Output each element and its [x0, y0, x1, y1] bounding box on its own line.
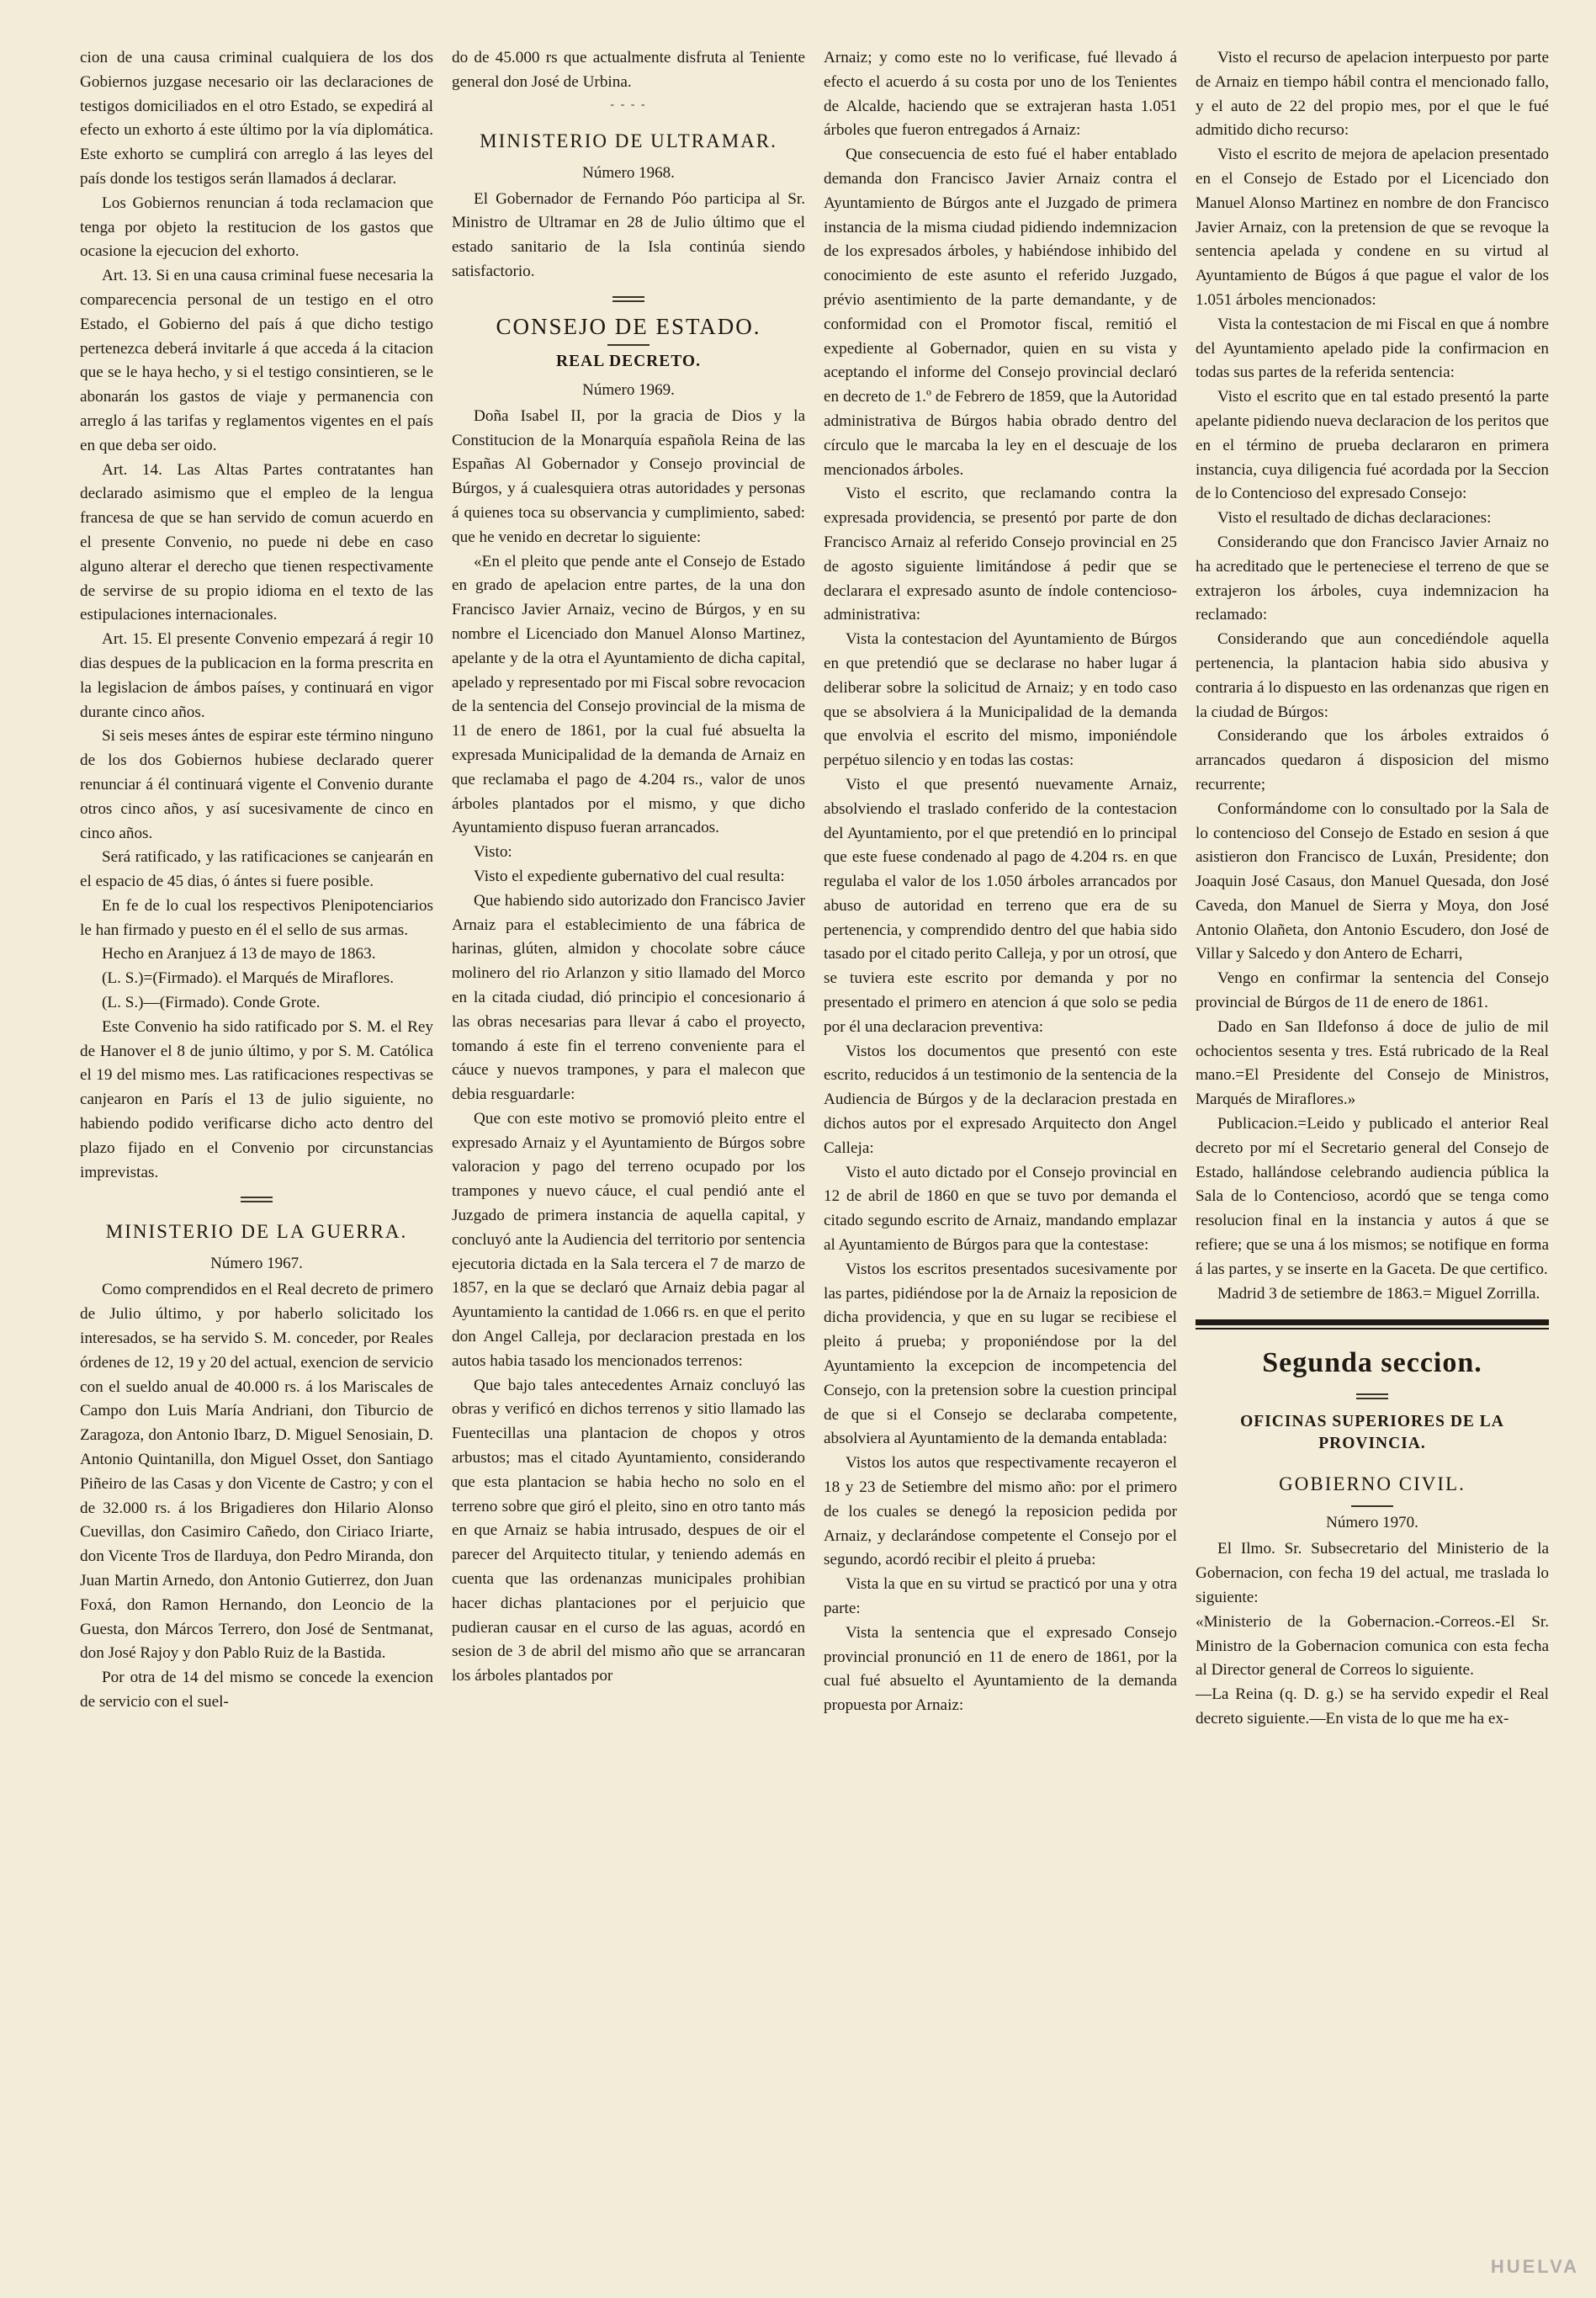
- separator: [612, 296, 644, 302]
- paragraph: Considerando que los árboles extraidos ó arrancados quedaron á disposicion del mismo recurrente;: [1196, 727, 1549, 793]
- paragraph: Visto el escrito, que reclamando contra la expresada providencia, se presentó por parte de don Francisco Arnaiz al referido Consejo provincial en 25 de agosto siguiente limitándose á pedir que se declarara el expresado asunto de índole contencioso-administrativa:: [824, 485, 1177, 624]
- date-signature-line: Madrid 3 de setiembre de 1863.= Miguel Zorrilla.: [1217, 1284, 1540, 1303]
- paragraph: Si seis meses ántes de espirar este término ninguno de los dos Gobiernos hubiese declarado querer renunciar á él continuará vigente el Convenio durante otros cinco años, y así sucesivamente de cinco en cinco años.: [80, 727, 433, 842]
- section-heading: GOBIERNO CIVIL.: [1279, 1473, 1466, 1495]
- paragraph: Vistos los autos que respectivamente recayeron el 18 y 23 de Setiembre del mismo año: por el primero de los cuales se denegó la reposicion pedida por Arnaiz, y declarándose competente el Consejo por el segundo, acordó recibir el pleito á prueba:: [824, 1454, 1177, 1569]
- section-title: Segunda seccion.: [1262, 1347, 1482, 1379]
- paragraph: Que habiendo sido autorizado don Francisco Javier Arnaiz para el establecimiento de una fábrica de harinas, glúten, almidon y chocolate sobre cáuce molinero del rio Arlanzon y sitio llamado del Morco en la citada ciudad, dió principio el concesionario á las obras necesarias para llevar á cabo el proyecto, tomando á este fin el terreno conveniente para el cáuce y nuevos trampones, y para el malecon que debia resguardarle:: [452, 891, 805, 1104]
- paragraph: Visto el resultado de dichas declaraciones:: [1217, 509, 1492, 528]
- paragraph: Este Convenio ha sido ratificado por S. M. el Rey de Hanover el 8 de junio último, y por S. M. Católica el 19 del mismo mes. Las ratificaciones respectivas se canjearon en París el 13 de julio siguiente, no habiendo podido verificarse dicho acto dentro del plazo fijado en el Convenio por circunstancias imprevistas.: [80, 1017, 433, 1181]
- paragraph: Considerando que aun concediéndole aquella pertenencia, la plantacion habia sido abusiva y contraria á lo dispuesto en las ordenanzas que rigen en la ciudad de Búrgos:: [1196, 630, 1549, 721]
- column-3: [824, 46, 1177, 2276]
- paragraph: Visto el auto dictado por el Consejo provincial en 12 de abril de 1860 en que se tuvo por demanda el citado segundo escrito de Arnaiz, mandando emplazar al Ayuntamiento de Búrgos para que la contestase:: [824, 1163, 1177, 1255]
- signature-line: (L. S.)—(Firmado). Conde Grote.: [102, 994, 321, 1012]
- paragraph: El Ilmo. Sr. Subsecretario del Ministerio de la Gobernacion, con fecha 19 del actual, me traslada lo siguiente:: [1196, 1540, 1549, 1607]
- paragraph: Visto:: [474, 843, 512, 862]
- separator: - - - -: [610, 98, 647, 111]
- paragraph: Será ratificado, y las ratificaciones se canjearán en el espacio de 45 dias, ó ántes si fuere posible.: [80, 848, 433, 891]
- paragraph: Visto el escrito que en tal estado presentó la parte apelante pidiendo nueva declaracion de los peritos que en el término de prueba declararon en primera instancia, cuya diligencia fué acordada por la Seccion de lo Contencioso del expresado Consejo:: [1196, 388, 1549, 503]
- date-line: Hecho en Aranjuez á 13 de mayo de 1863.: [102, 945, 376, 963]
- item-number: Número 1967.: [210, 1255, 303, 1273]
- article-14: Art. 14. Las Altas Partes contratantes han declarado asimismo que el empleo de la lengua francesa de que se han servido de comun acuerdo en el presente Convenio, no puede ni debe en caso alguno alterar el derecho que tienen respectivamente de servirse de su propio idioma en el texto de las estipulaciones internacionales.: [80, 460, 433, 624]
- paragraph: Dado en San Ildefonso á doce de julio de mil ochocientos sesenta y tres. Está rubricado de la Real mano.=El Presidente del Consejo de Ministros, Marqués de Miraflores.»: [1196, 1017, 1549, 1109]
- paragraph: Vista la sentencia que el expresado Consejo provincial pronunció en 11 de enero de 1861, por la cual fué absuelto el Ayuntamiento de la demanda propuesta por Arnaiz:: [824, 1623, 1177, 1715]
- paragraph: Visto el recurso de apelacion interpuesto por parte de Arnaiz en tiempo hábil contra el mencionado fallo, y el auto de 22 del propio mes, por el que le fué admitido dicho recurso:: [1196, 49, 1549, 140]
- column-2: [452, 46, 805, 2276]
- paragraph: «Ministerio de la Gobernacion.-Correos.-El Sr. Ministro de la Gobernacion comunica con esta fecha al Director general de Correos lo siguiente.: [1196, 1612, 1549, 1680]
- paragraph: Vista la que en su virtud se practicó por una y otra parte:: [824, 1575, 1177, 1617]
- watermark-stamp: HUELVA: [1490, 2256, 1579, 2277]
- paragraph: Visto el escrito de mejora de apelacion presentado en el Consejo de Estado por el Licenciado don Manuel Alonso Martinez en nombre de don Francisco Javier Arnaiz, con la pretension de que se revoque la sentencia apelada y condene en su virtud al Ayuntamiento de Búgos á que pague el valor de los 1.051 árboles mencionados:: [1196, 146, 1549, 309]
- section-heading: CONSEJO DE ESTADO.: [496, 313, 761, 339]
- separator: [1356, 1393, 1388, 1399]
- paragraph: Vistos los escritos presentados sucesivamente por las partes, pidiéndose por la de Arnaiz la reposicion de dicha providencia, y que en su lugar se recibiese el pleito á prueba; y proponiéndose por la del Ayuntamiento la excepcion de incompetencia del Consejo, con la pretension sobre la cuestion principal de que si el Consejo se declaraba competente, absolviera al Ayuntamiento de la demanda entablada:: [824, 1260, 1177, 1448]
- paragraph: Considerando que don Francisco Javier Arnaiz no ha acreditado que le perteneciese el terreno de que se extrajeron los árboles, cuya indemnizacion ha reclamado:: [1196, 533, 1549, 624]
- subheading: OFICINAS SUPERIORES DE LA PROVINCIA.: [1240, 1413, 1504, 1453]
- column-1: [80, 46, 433, 2276]
- paragraph: Como comprendidos en el Real decreto de primero de Julio último, y por haberlo solicitado los interesados, se ha servido S. M. conceder, por Reales órdenes de 12, 19 y 20 del actual, exencion de servicio con el sueldo anual de 40.000 rs. á los Mariscales de Campo don Luis María Andriani, don Tiburcio de Zaragoza, don Antonio Ibarz, D. Miguel Senosiain, D. Antonio Quintanilla, don Miguel Osset, don Santiago Piñeiro de las Casas y don Vicente de Castro; y con el de 32.000 rs. á los Brigadieres don Hilario Alonso Cuevillas, don Casimiro Cañedo, don Ciriaco Iriarte, don Vicente Tros de Ilarduya, don Pedro Miranda, don Juan Martin Arnedo, don Antonio Gutierrez, don Juan Foxá, don Ramon Hernando, don Leoncio de la Guesta, don Márcos Terrero, don José de Sentmanat, don José Rajoy y don Pablo Ruiz de la Bastida.: [80, 1281, 433, 1663]
- article-15: Art. 15. El presente Convenio empezará á regir 10 dias despues de la publicacion en la forma prescrita en la legislacion de ámbos países, y continuará en vigor durante cinco años.: [80, 630, 433, 721]
- paragraph: Publicacion.=Leido y publicado el anterior Real decreto por mí el Secretario general del Consejo de Estado, hallándose celebrando audiencia pública la Sala de lo Contencioso, acordó que se tenga como resolucion final en la instancia y autos á que se refiere; que se una á los mismos; se notifique en forma á las partes, y se inserte en la Gaceta. De que certifico.: [1196, 1115, 1549, 1278]
- paragraph: En fe de lo cual los respectivos Plenipotenciarios le han firmado y puesto en él el sello de sus armas.: [80, 896, 433, 939]
- paragraph: Que con este motivo se promovió pleito entre el expresado Arnaiz y el Ayuntamiento de Búrgos sobre valoracion y pago del terreno ocupado por los trampones y nuevo cáuce, el cual pendió ante el Juzgado de primera instancia de aquella capital, y concluyó ante la Audiencia del territorio por sentencia ejecutoria dictada en la Sala tercera el 7 de marzo de 1857, en la que se declaró que Arnaiz debia pagar al Ayuntamiento la cantidad de 1.066 rs. en que el perito don Angel Calleja, por declaracion prestada en los autos habia tasado los mencionados terrenos:: [452, 1109, 805, 1370]
- column-4: [1196, 46, 1549, 2276]
- paragraph: «En el pleito que pende ante el Consejo de Estado en grado de apelacion entre partes, de la una don Francisco Javier Arnaiz, vecino de Búrgos, y en su nombre el Licenciado don Manuel Alonso Martinez, apelante y de la otra el Ayuntamiento de dicha capital, apelado y representado por mi Fiscal sobre revocacion de la sentencia del Consejo provincial de la misma de 11 de enero de 1861, por la cual fué absuelta la expresada Municipalidad de la demanda de Arnaiz en que reclamaba el pago de 4.204 rs., valor de unos árboles plantados por el mismo, y que dicho Ayuntamiento dispuso fueran arrancados.: [452, 552, 805, 837]
- paragraph: cion de una causa criminal cualquiera de los dos Gobiernos juzgase necesario oir las declaraciones de testigos domiciliados en el otro Estado, se expedirá al efecto un exhorto á este último por la vía diplomática. Este exhorto se cumplirá con arreglo á las leyes del país donde los testigos serán llamados á declarar.: [80, 49, 433, 188]
- paragraph: Conformándome con lo consultado por la Sala de lo contencioso del Consejo de Estado en sesion á que asistieron don Francisco de Luxán, Presidente; don Joaquin José Casaus, don Manuel Quesada, don José Caveda, don Manuel de Sierra y Moya, don José Antonio Olañeta, don Antonio Escudero, don José de Villar y Salcedo y don Antero de Echarri,: [1196, 799, 1549, 963]
- paragraph: El Gobernador de Fernando Póo participa al Sr. Ministro de Ultramar en 28 de Julio último que el estado sanitario de la Isla continúa siendo satisfactorio.: [452, 189, 805, 280]
- item-number: Número 1970.: [1326, 1514, 1418, 1532]
- paragraph: Doña Isabel II, por la gracia de Dios y la Constitucion de la Monarquía española Reina de las Españas Al Gobernador y Consejo provincial de Búrgos, y á cualesquiera otras autoridades y personas á quienes toca su observancia y cumplimiento, sabed: que he venido en decretar lo siguiente:: [452, 406, 805, 546]
- paragraph: do de 45.000 rs que actualmente disfruta al Teniente general don José de Urbina.: [452, 49, 805, 91]
- separator: [241, 1197, 273, 1202]
- section-heading: MINISTERIO DE ULTRAMAR.: [480, 130, 777, 151]
- paragraph: Vista la contestacion de mi Fiscal en que á nombre del Ayuntamiento apelado pide la confirmacion en todas sus partes de la referida sentencia:: [1196, 315, 1549, 382]
- item-number: Número 1969.: [582, 380, 675, 399]
- paragraph: Visto el expediente gubernativo del cual resulta:: [474, 867, 785, 885]
- paragraph: Los Gobiernos renuncian á toda reclamacion que tenga por objeto la restitucion de los gastos que ocasione la ejecucion del exhorto.: [80, 194, 433, 261]
- subheading: REAL DECRETO.: [556, 352, 701, 370]
- separator: [1351, 1505, 1393, 1507]
- separator: [607, 344, 650, 346]
- paragraph: Vengo en confirmar la sentencia del Consejo provincial de Búrgos de 11 de enero de 1861.: [1196, 969, 1549, 1012]
- article-13: Art. 13. Si en una causa criminal fuese necesaria la comparecencia personal de un testigo en el otro Estado, el Gobierno del país á que dicho testigo pertenezca deberá invitarle á que acceda á la citacion que se le haya hecho, y si el testigo consintieren, se le abonarán los gastos de viaje y permanencia con arreglo á las tarifas y reglamentos vigentes en el país en que deba ser oido.: [80, 267, 433, 454]
- section-divider: [1196, 1319, 1549, 1329]
- section-heading: MINISTERIO DE LA GUERRA.: [105, 1221, 408, 1243]
- paragraph: Arnaiz; y como este no lo verificase, fué llevado á efecto el acuerdo á su costa por uno de los Tenientes de Alcalde, haciendo que se extrajeran hasta 1.051 árboles que fueron entregados á Arnaiz:: [824, 49, 1177, 140]
- item-number: Número 1968.: [582, 163, 675, 182]
- paragraph: Vistos los documentos que presentó con este escrito, reducidos á un testimonio de la sentencia de la Audiencia de Búrgos y de la declaracion prestada en dichos autos por el expresado Arquitecto don Angel Calleja:: [824, 1042, 1177, 1157]
- paragraph: Visto el que presentó nuevamente Arnaiz, absolviendo el traslado conferido de la contestacion del Ayuntamiento, por el que pretendió en lo principal que este fuese condenado al pago de 4.204 rs. en que regulaba el valor de los 1.050 árboles arrancados por abuso de autoridad en terreno que era de su pertenencia, y comprendido dentro del que habia sido tasado por el citado perito Calleja, y por un otrosí, que se tuviera este escrito por demanda y por no presentado el primero en atencion á que solo se pedia por él una declaracion preventiva:: [824, 775, 1177, 1036]
- paragraph: Por otra de 14 del mismo se concede la exencion de servicio con el suel-: [80, 1669, 433, 1711]
- paragraph: Que consecuencia de esto fué el haber entablado demanda don Francisco Javier Arnaiz contra el Ayuntamiento de Búrgos ante el Juzgado de primera instancia de la misma ciudad pidiendo indemnizacion de los expresados árboles, y habiéndose inhibido del conocimiento de este asunto el referido Juzgado, prévio asentimiento de la parte demandante, y de conformidad con el Promotor fiscal, remitió el expediente al Gobernador, quien en su vista y aceptando el informe del Consejo provincial declaró en decreto de 1.º de Febrero de 1859, que la Autoridad administrativa de Búrgos habia obrado dentro del círculo que le marcaba la ley en el descuaje de los mencionados árboles.: [824, 146, 1177, 479]
- paragraph: Que bajo tales antecedentes Arnaiz concluyó las obras y verificó en dichos terrenos y sitio llamado las Fuentecillas una plantacion de chopos y otros arbustos; mas el citado Ayuntamiento, considerando que esta plantacion se habia hecho no solo en el terreno sobre que giró el pleito, sino en otro tanto más en que Arnaiz se habia intrusado, despues de oir el parecer del Arquitecto titular, y teniendo además en cuenta que las ordenanzas municipales prohibian hacer dichas plantaciones por el perjuicio que pudieran causar en el curso de las aguas, acordó en sesion de 3 de abril del mismo año que se arrancaran los árboles plantados por: [452, 1376, 805, 1685]
- signature-line: (L. S.)=(Firmado). el Marqués de Miraflores.: [102, 969, 395, 988]
- paragraph: —La Reina (q. D. g.) se ha servido expedir el Real decreto siguiente.—En vista de lo que me ha ex-: [1196, 1685, 1549, 1728]
- paragraph: Vista la contestacion del Ayuntamiento de Búrgos en que pretendió que se declarase no haber lugar á deliberar sobre la solicitud de Arnaiz; y en todo caso que se absolviera á la Municipalidad de la demanda que envolvia el escrito del mismo, imponiéndole perpétuo silencio y en todas las costas:: [824, 630, 1177, 770]
